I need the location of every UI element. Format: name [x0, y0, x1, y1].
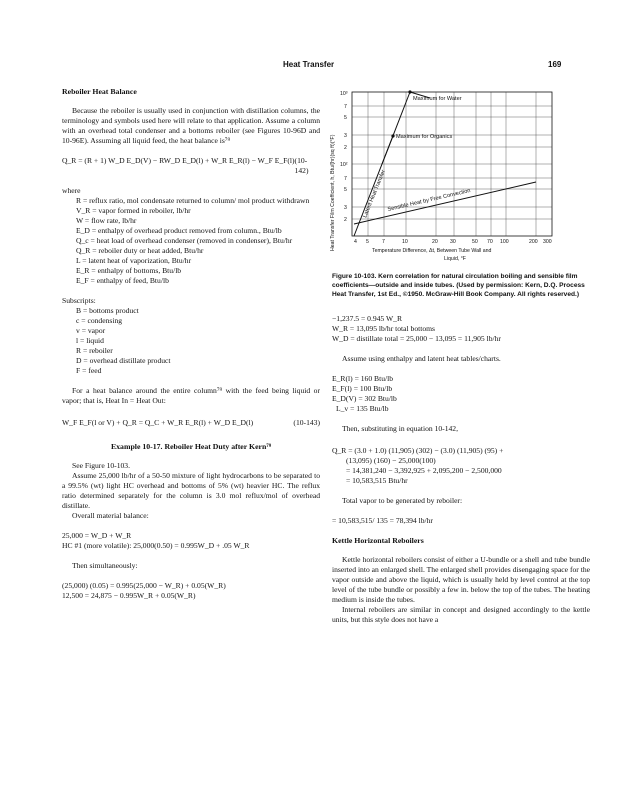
subscript-item: F = feed [76, 366, 102, 375]
section-title-reboiler-heat-balance: Reboiler Heat Balance [62, 87, 137, 96]
definition-item: E_R = enthalpy of bottoms, Btu/lb [76, 266, 182, 275]
kettle-paragraph-2: Internal reboilers are similar in concept and designed accordingly to the kettle units, but this style does not have a [332, 605, 590, 624]
max-organics-point [391, 134, 394, 137]
running-head: Heat Transfer [283, 60, 335, 69]
material-balance-eq-2: HC #1 (more volatile): 25,000(0.50) = 0.995W_D + .05 W_R [62, 541, 250, 550]
equation-text: Q_R = (R + 1) W_D E_D(V) − RW_D E_D(l) + W_R E_R(l) − W_F E_F(l) [62, 156, 295, 165]
definition-item: E_F = enthalpy of feed, Btu/lb [76, 276, 169, 285]
equation-text: W_F E_F(l or V) + Q_R = Q_C + W_R E_R(l) + W_D E_D(l) [62, 418, 254, 427]
total-vapor-value: = 10,583,515/ 135 = 78,394 lb/hr [332, 516, 433, 525]
y-tick-label: 5 [344, 115, 347, 121]
page-number: 169 [548, 60, 562, 69]
simultaneous-eq-2: 12,500 = 24,875 − 0.995W_R + 0.05(W_R) [62, 591, 196, 600]
x-tick-label: 300 [543, 239, 552, 245]
subscript-item: B = bottoms product [76, 306, 139, 315]
enthalpy-value: E_R(l) = 160 Btu/lb [332, 374, 394, 383]
x-tick-label: 70 [487, 239, 493, 245]
y-tick-label: 3 [344, 205, 347, 211]
example-title: Example 10-17. Reboiler Heat Duty after Kern⁷⁹ [110, 442, 272, 451]
sensible-heat-label: Sensible Heat by Free Convection [387, 188, 472, 213]
definition-item: W = flow rate, lb/hr [76, 216, 137, 225]
x-tick-label: 10 [402, 239, 408, 245]
then-simultaneously-label: Then simultaneously: [72, 561, 138, 570]
definitions-list [76, 196, 320, 286]
max-water-point [408, 90, 411, 93]
subscript-item: c = condensing [76, 316, 123, 325]
y-tick-label: 2 [344, 145, 347, 151]
left-column [62, 87, 320, 601]
then-substituting-line: Then, substituting in equation 10-142, [342, 424, 459, 433]
equation-number: (10-142) [294, 156, 309, 175]
definition-item: E_D = enthalpy of overhead product removed from column., Btu/lb [76, 226, 282, 235]
enthalpy-values [332, 374, 590, 414]
y-tick-label: 7 [344, 176, 347, 182]
x-tick-label: 20 [432, 239, 438, 245]
total-vapor-label: Total vapor to be generated by reboiler: [342, 496, 463, 505]
y-tick-label: 2 [344, 217, 347, 223]
subscripts-label: Subscripts: [62, 296, 96, 305]
y-tick-label: 10³ [340, 91, 348, 97]
equation-number: (10-143) [293, 418, 320, 427]
example-paragraph: Assume 25,000 lb/hr of a 50-50 mixture of light hydrocarbons to be separated to a 99.5% (wt) light HC overhead and bottoms of 5% (wt) heavier HC. The reflux ratio determined separately for the column is 3.0 mol reflux/mol of overhead distillate. [62, 471, 320, 510]
definition-item: V_R = vapor formed in reboiler, lb/hr [76, 206, 191, 215]
x-axis-label-line-2: Liquid, °F [444, 256, 466, 262]
figure-caption: Figure 10-103. Kern correlation for natural circulation boiling and sensible film coefficients—outside and inside tubes. (Used by permission: Kern, D.Q. Process Heat Transfer, 1st Ed., ©1950. McGraw-Hill Book Company. All rights reserved.) [332, 273, 585, 298]
kettle-section-title: Kettle Horizontal Reboilers [332, 536, 424, 545]
equation-10-142 [62, 156, 320, 176]
x-tick-label: 30 [450, 239, 456, 245]
x-tick-label: 100 [500, 239, 509, 245]
definition-item: Q_R = reboiler duty or heat added, Btu/hr [76, 246, 204, 255]
kern-correlation-figure [326, 86, 588, 270]
enthalpy-value: E_D(V) = 302 Btu/lb [332, 394, 397, 403]
material-balance-eq-1: 25,000 = W_D + W_R [62, 531, 132, 540]
max-organics-label: Maximum for Organics [396, 134, 453, 140]
equation-10-143 [62, 418, 320, 428]
definition-item: Q_c = heat load of overhead condenser (removed in condenser), Btu/hr [76, 236, 293, 245]
enthalpy-value: L_v = 135 Btu/lb [336, 404, 389, 413]
x-tick-label: 200 [529, 239, 538, 245]
max-organics-line [382, 136, 393, 164]
heat-balance-paragraph: For a heat balance around the entire column⁷⁹ with the feed being liquid or vapor; that is, Heat In = Heat Out: [62, 386, 320, 405]
solution-line: W_D = distillate total = 25,000 − 13,095 = 11,905 lb/hr [332, 334, 501, 343]
x-tick-label: 4 [354, 239, 357, 245]
y-tick-label: 7 [344, 104, 347, 110]
y-axis-label: Heat Transfer Film Coefficient, h, Btu/(hr)(sq ft)(°F) [330, 134, 336, 251]
right-column [332, 314, 590, 625]
y-tick-label: 5 [344, 187, 347, 193]
subscript-item: D = overhead distillate product [76, 356, 171, 365]
solution-line: −1,237.5 = 0.945 W_R [332, 314, 403, 323]
y-tick-label: 10² [340, 162, 348, 168]
where-label: where [62, 186, 81, 195]
sensible-heat-line [354, 182, 536, 224]
example-figure-ref: See Figure 10-103. [72, 461, 130, 470]
qr-calculation [332, 446, 590, 486]
overall-balance-label: Overall material balance: [72, 511, 149, 520]
subscript-item: l = liquid [76, 336, 104, 345]
subscript-item: R = reboiler [76, 346, 113, 355]
x-tick-label: 7 [382, 239, 385, 245]
x-tick-label: 5 [366, 239, 369, 245]
calc-line: = 10,583,515 Btu/hr [346, 476, 408, 485]
enthalpy-value: E_F(l) = 100 Btu/lb [332, 384, 393, 393]
assume-line: Assume using enthalpy and latent heat tables/charts. [342, 354, 501, 363]
x-tick-label: 50 [472, 239, 478, 245]
solution-line: W_R = 13,095 lb/hr total bottoms [332, 324, 435, 333]
calc-line: (13,095) (160) − 25,000(100) [346, 456, 436, 465]
definition-item: L = latent heat of vaporization, Btu/hr [76, 256, 192, 265]
y-tick-label: 3 [344, 133, 347, 139]
latent-heat-label: Latent Heat Transfer [362, 169, 387, 219]
calc-line: = 14,381,240 − 3,392,925 + 2,095,200 − 2,500,000 [346, 466, 502, 475]
intro-paragraph: Because the reboiler is usually used in conjunction with distillation columns, the terminology and symbols used here will relate to that application. Assume a column with an overhead total condenser and a bottoms reboiler (see Figures 10-96D and 10-96E). Assuming all liquid feed, the heat balance is⁷⁹ [62, 106, 320, 145]
x-axis-label: Temperature Difference, Δt, Between Tube Wall and [372, 248, 492, 254]
subscripts-list [76, 306, 320, 376]
subscript-item: v = vapor [76, 326, 106, 335]
kettle-paragraph-1: Kettle horizontal reboilers consist of either a U-bundle or a shell and tube bundle inserted into an enlarged shell. The enlarged shell provides disengaging space for the vapor outside and above the liquid, which is usually held by level control at the top level of the tube bundle or possibly a few in. below the top of the tubes. The heating medium is inside the tubes. [332, 555, 590, 604]
calc-line: Q_R = (3.0 + 1.0) (11,905) (302) − (3.0) (11,905) (95) + [332, 446, 504, 455]
simultaneous-eq-1: (25,000) (0.05) = 0.995(25,000 − W_R) + 0.05(W_R) [62, 581, 226, 590]
max-water-label: Maximum for Water [413, 96, 462, 102]
definition-item: R = reflux ratio, mol condensate returned to column/ mol product withdrawn [76, 196, 310, 205]
